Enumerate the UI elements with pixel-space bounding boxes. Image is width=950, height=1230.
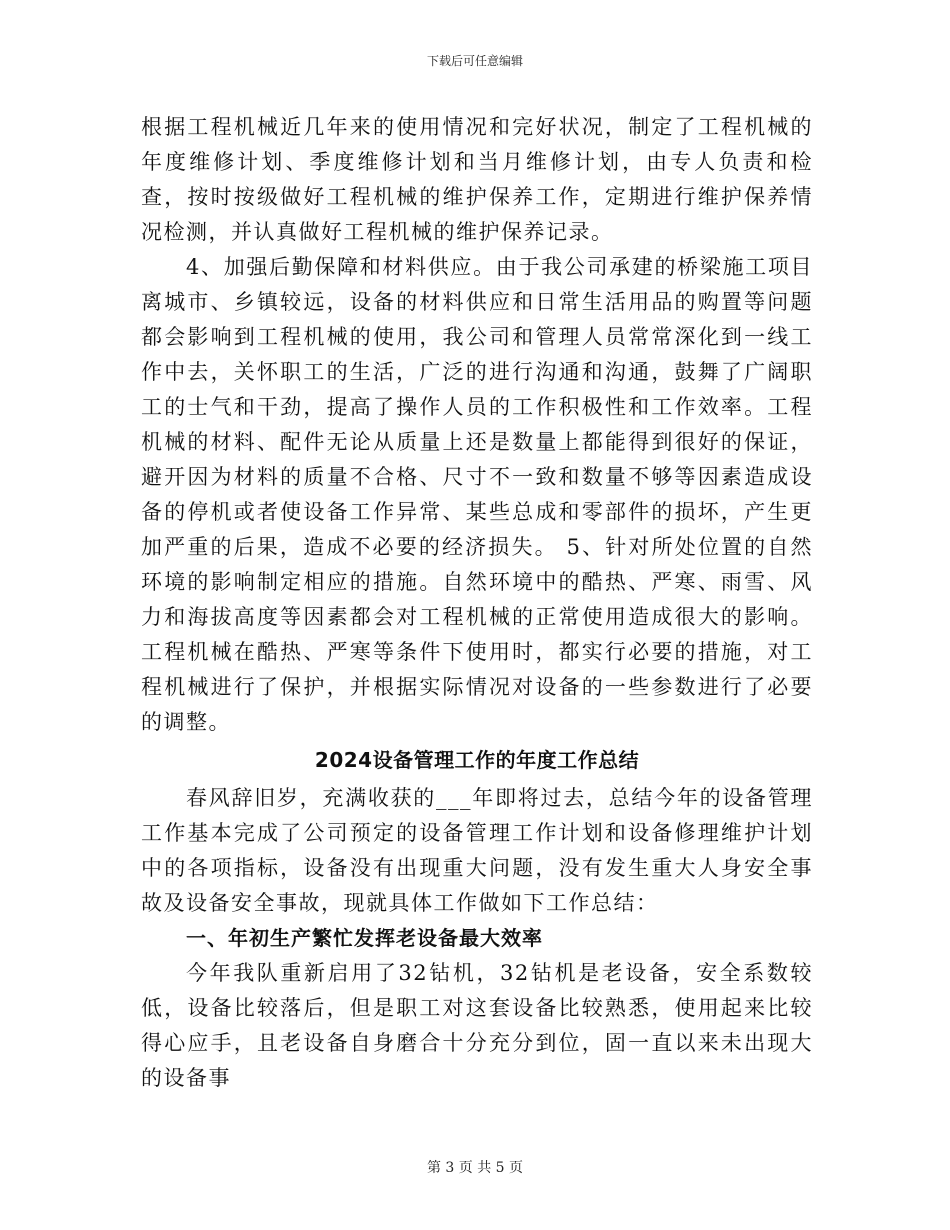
continued-paragraph: 根据工程机械近几年来的使用情况和完好状况，制定了工程机械的年度维修计划、季度维修计划和当月维修计划，由专人负责和检查，按时按级做好工程机械的维护保养工作，定期进行维护保养情况检测，并认真做好工程机械的维护保养记录。 [141, 115, 813, 244]
document-title: 2024设备管理工作的年度工作总结 [314, 748, 640, 772]
intro-paragraph: 春风辞旧岁，充满收获的___年即将过去，总结今年的设备管理工作基本完成了公司预定的设备管理工作计划和设备修理维护计划中的各项指标，设备没有出现重大问题，没有发生重大人身安全事故及设备安全事故，现就具体工作做如下工作总结： [141, 786, 813, 915]
section-1-heading: 一、年初生产繁忙发挥老设备最大效率 [186, 926, 543, 950]
document-body [141, 110, 813, 1096]
page-footer: 第 3 页 共 5 页 [426, 1160, 524, 1176]
paragraph-item-4: 4、加强后勤保障和材料供应。由于我公司承建的桥梁施工项目离城市、乡镇较远，设备的材料供应和日常生活用品的购置等问题都会影响到工程机械的使用，我公司和管理人员常常深化到一线工作中去，关怀职工的生活，广泛的进行沟通和沟通，鼓舞了广阔职工的士气和干劲，提高了操作人员的工作积极性和工作效率。工程机械的材料、配件无论从质量上还是数量上都能得到很好的保证，避开因为材料的质量不合格、尺寸不一致和数量不够等因素造成设备的停机或者使设备工作异常、某些总成和零部件的损坏，产生更加严重的后果，造成不必要的经济损失。 5、针对所处位置的自然环境的影响制定相应的措施。自然环境中的酷热、严寒、雨雪、风力和海拔高度等因素都会对工程机械的正常使用造成很大的影响。工程机械在酷热、严寒等条件下使用时，都实行必要的措施，对工程机械进行了保护，并根据实际情况对设备的一些参数进行了必要的调整。 [141, 255, 813, 734]
section-1-paragraph: 今年我队重新启用了32钻机，32钻机是老设备，安全系数较低，设备比较落后，但是职工对这套设备比较熟悉，使用起来比较得心应手，且老设备自身磨合十分充分到位，固一直以来未出现大的设备事 [141, 961, 813, 1090]
page-header: 下载后可任意编辑 [426, 54, 523, 68]
